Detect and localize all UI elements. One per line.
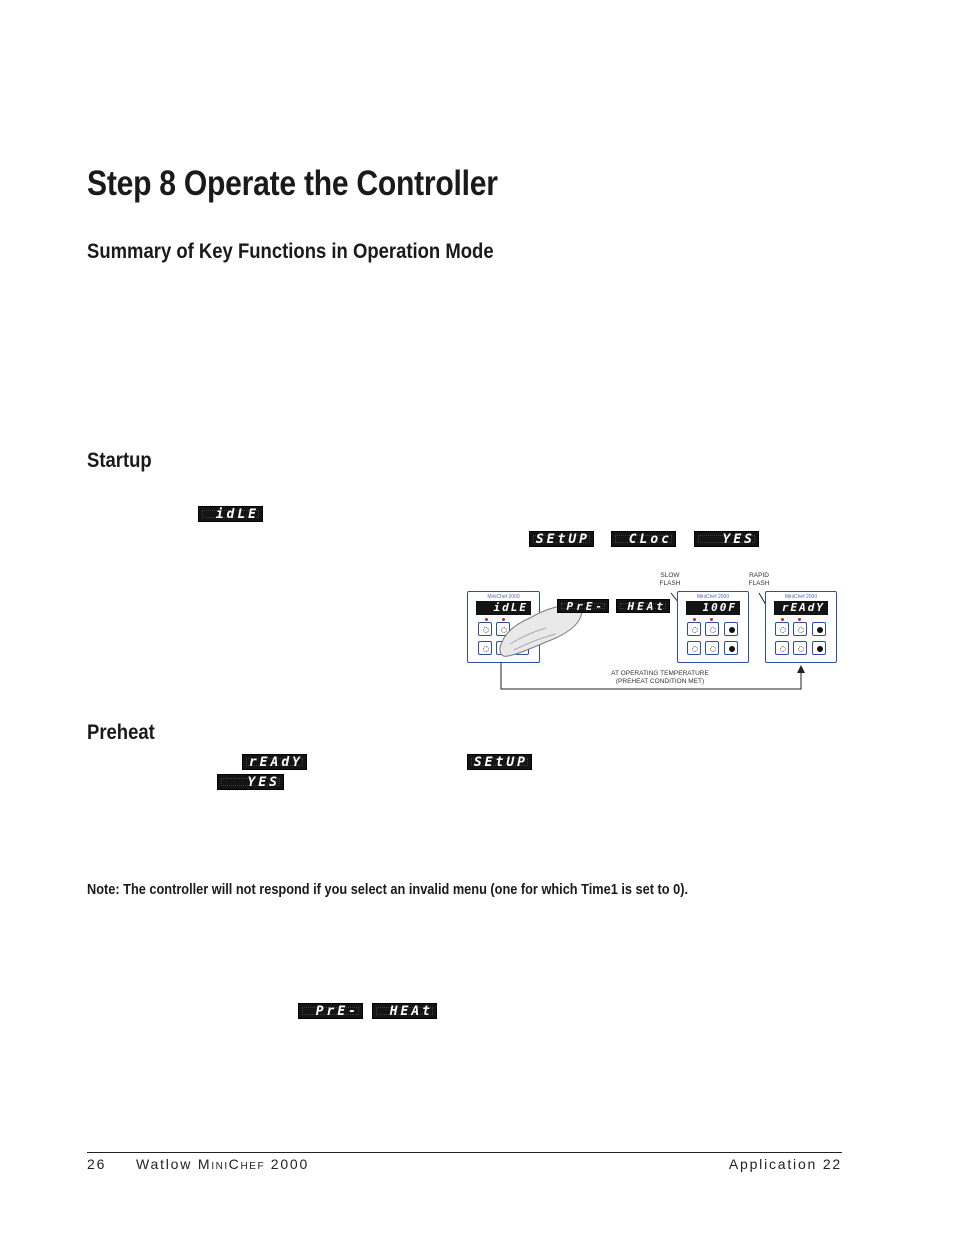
panel-key — [687, 622, 701, 636]
page-title: Step 8 Operate the Controller — [87, 164, 498, 203]
page-number: 26 — [87, 1156, 107, 1172]
panel-screen-idle: idLE — [476, 601, 531, 615]
lcd-cloc-display: CLoc — [611, 531, 676, 547]
lcd-heat-display: HEAt — [616, 599, 670, 613]
rapid-flash-label: RAPID FLASH — [748, 572, 770, 587]
panel-key — [705, 622, 719, 636]
panel-key — [775, 622, 789, 636]
footer-rule — [87, 1152, 842, 1153]
lcd-yes-display-2: YES — [217, 774, 284, 790]
operating-temperature-caption: AT OPERATING TEMPERATURE (PREHEAT CONDITION MET) — [611, 670, 709, 685]
panel-key — [724, 641, 738, 655]
controller-panel-temp — [677, 591, 749, 663]
panel-key — [478, 641, 492, 655]
lcd-setup-display: SEtUP — [529, 531, 594, 547]
panel-key — [724, 622, 738, 636]
slow-flash-label: SLOW FLASH — [659, 572, 681, 587]
summary-heading: Summary of Key Functions in Operation Mode — [87, 240, 494, 263]
lcd-ready-display: rEAdY — [242, 754, 307, 770]
panel-key — [793, 622, 807, 636]
panel-key — [775, 641, 789, 655]
panel-screen-temp: 100F — [686, 601, 740, 615]
lcd-setup-display-2: SEtUP — [467, 754, 532, 770]
invalid-menu-note: Note: The controller will not respond if you select an invalid menu (one for which Time1 is set to 0). — [87, 882, 688, 898]
lcd-idle-display: idLE — [198, 506, 263, 522]
footer-brand: Watlow MINICHEF 2000 — [136, 1156, 310, 1172]
lcd-heat-display-2: HEAt — [372, 1003, 437, 1019]
startup-heading: Startup — [87, 449, 152, 472]
panel-key — [705, 641, 719, 655]
panel-key — [687, 641, 701, 655]
panel-brand-label: MiniChef 2000 — [696, 594, 730, 600]
panel-screen-ready: rEAdY — [774, 601, 828, 615]
footer-application: Application 22 — [728, 1156, 842, 1172]
lcd-pre-display-2: PrE- — [298, 1003, 363, 1019]
operation-diagram — [460, 568, 850, 698]
panel-key — [812, 622, 826, 636]
panel-brand-label: MiniChef 2000 — [487, 594, 520, 600]
lcd-pre-display: PrE- — [557, 599, 609, 613]
panel-key — [478, 622, 492, 636]
lcd-yes-display: YES — [694, 531, 759, 547]
panel-brand-label: MiniChef 2000 — [784, 594, 818, 600]
panel-key — [793, 641, 807, 655]
controller-panel-ready — [765, 591, 837, 663]
panel-key — [812, 641, 826, 655]
preheat-heading: Preheat — [87, 721, 155, 744]
